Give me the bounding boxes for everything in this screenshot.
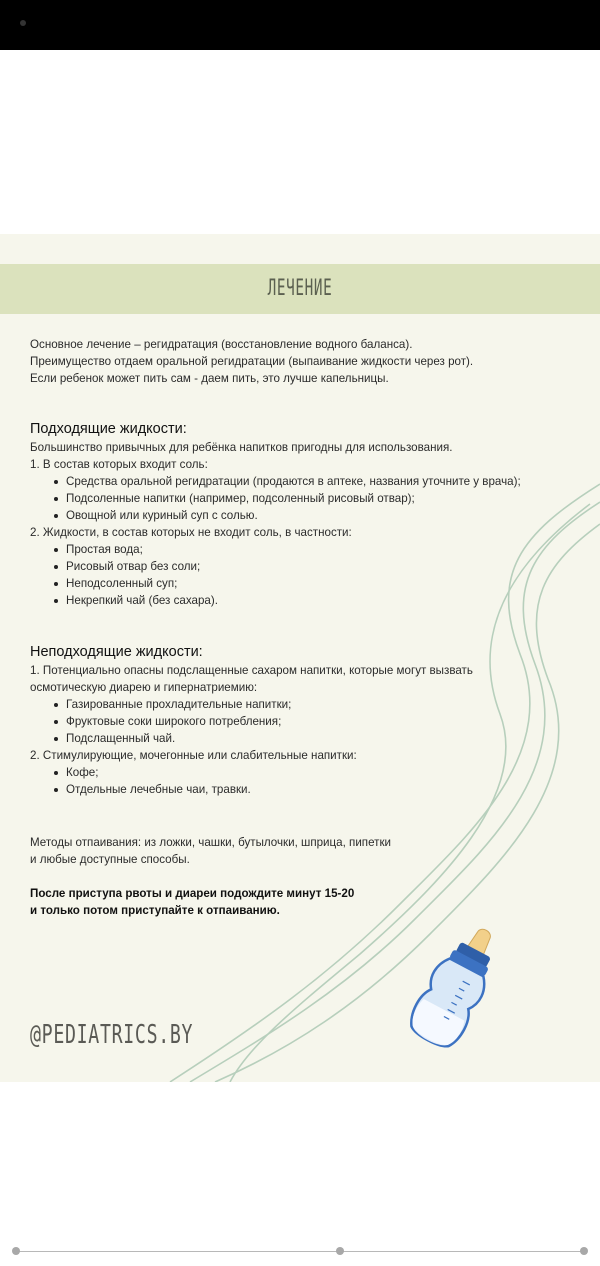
suitable-list1 xyxy=(30,473,590,524)
header-band xyxy=(0,264,600,314)
media-scrubber[interactable] xyxy=(0,1240,600,1264)
list-item: Средства оральной регидратации (продаются в аптеке, названия уточните у врача); xyxy=(54,473,590,490)
list-item: Неподсоленный суп; xyxy=(54,575,590,592)
baby-bottle-icon xyxy=(400,920,510,1050)
suitable-group1: 1. В состав которых входит соль: xyxy=(30,458,208,471)
suitable-list2 xyxy=(30,541,590,609)
list-item: Газированные прохладительные напитки; xyxy=(54,696,590,713)
unsuitable-list1 xyxy=(30,696,590,747)
scrubber-dot[interactable] xyxy=(12,1247,20,1255)
list-item: Рисовый отвар без соли; xyxy=(54,558,590,575)
list-item: Овощной или куриный суп с солью. xyxy=(54,507,590,524)
status-bar xyxy=(0,0,600,50)
camera-dot xyxy=(20,20,26,26)
unsuitable-list2 xyxy=(30,764,590,798)
instagram-handle: @PEDIATRICS.BY xyxy=(30,1020,194,1050)
scrubber-track[interactable] xyxy=(15,1251,585,1252)
list-item: Фруктовые соки широкого потребления; xyxy=(54,713,590,730)
list-item: Подсоленные напитки (например, подсоленный рисовый отвар); xyxy=(54,490,590,507)
page-title: ЛЕЧЕНИЕ xyxy=(267,276,333,301)
intro-line: Если ребенок может пить сам - даем пить, это лучше капельницы. xyxy=(30,372,389,385)
list-item: Подслащенный чай. xyxy=(54,730,590,747)
advice-line: После приступа рвоты и диареи подождите минут 15-20 xyxy=(30,887,355,900)
content xyxy=(30,336,590,919)
list-item: Некрепкий чай (без сахара). xyxy=(54,592,590,609)
suitable-group2: 2. Жидкости, в состав которых не входит соль, в частности: xyxy=(30,526,352,539)
list-item: Отдельные лечебные чаи, травки. xyxy=(54,781,590,798)
methods-line: и любые доступные способы. xyxy=(30,853,190,866)
intro-line: Основное лечение – регидратация (восстановление водного баланса). xyxy=(30,338,413,351)
unsuitable-title: Неподходящие жидкости: xyxy=(30,644,203,660)
list-item: Кофе; xyxy=(54,764,590,781)
unsuitable-group2: 2. Стимулирующие, мочегонные или слабительные напитки: xyxy=(30,749,357,762)
methods-line: Методы отпаивания: из ложки, чашки, бутылочки, шприца, пипетки xyxy=(30,836,392,849)
intro-line: Преимущество отдаем оральной регидратации (выпаивание жидкости через рот). xyxy=(30,355,474,368)
scrubber-dot[interactable] xyxy=(580,1247,588,1255)
suitable-title: Подходящие жидкости: xyxy=(30,421,187,437)
unsuitable-group1: 1. Потенциально опасны подслащенные сахаром напитки, которые могут вызвать xyxy=(30,664,473,677)
unsuitable-group1-cont: осмотическую диарею и гипернатриемию: xyxy=(30,681,258,694)
scrubber-dot[interactable] xyxy=(336,1247,344,1255)
suitable-lead: Большинство привычных для ребёнка напитков пригодны для использования. xyxy=(30,441,453,454)
info-card xyxy=(0,234,600,1082)
list-item: Простая вода; xyxy=(54,541,590,558)
advice-line: и только потом приступайте к отпаиванию. xyxy=(30,904,280,917)
